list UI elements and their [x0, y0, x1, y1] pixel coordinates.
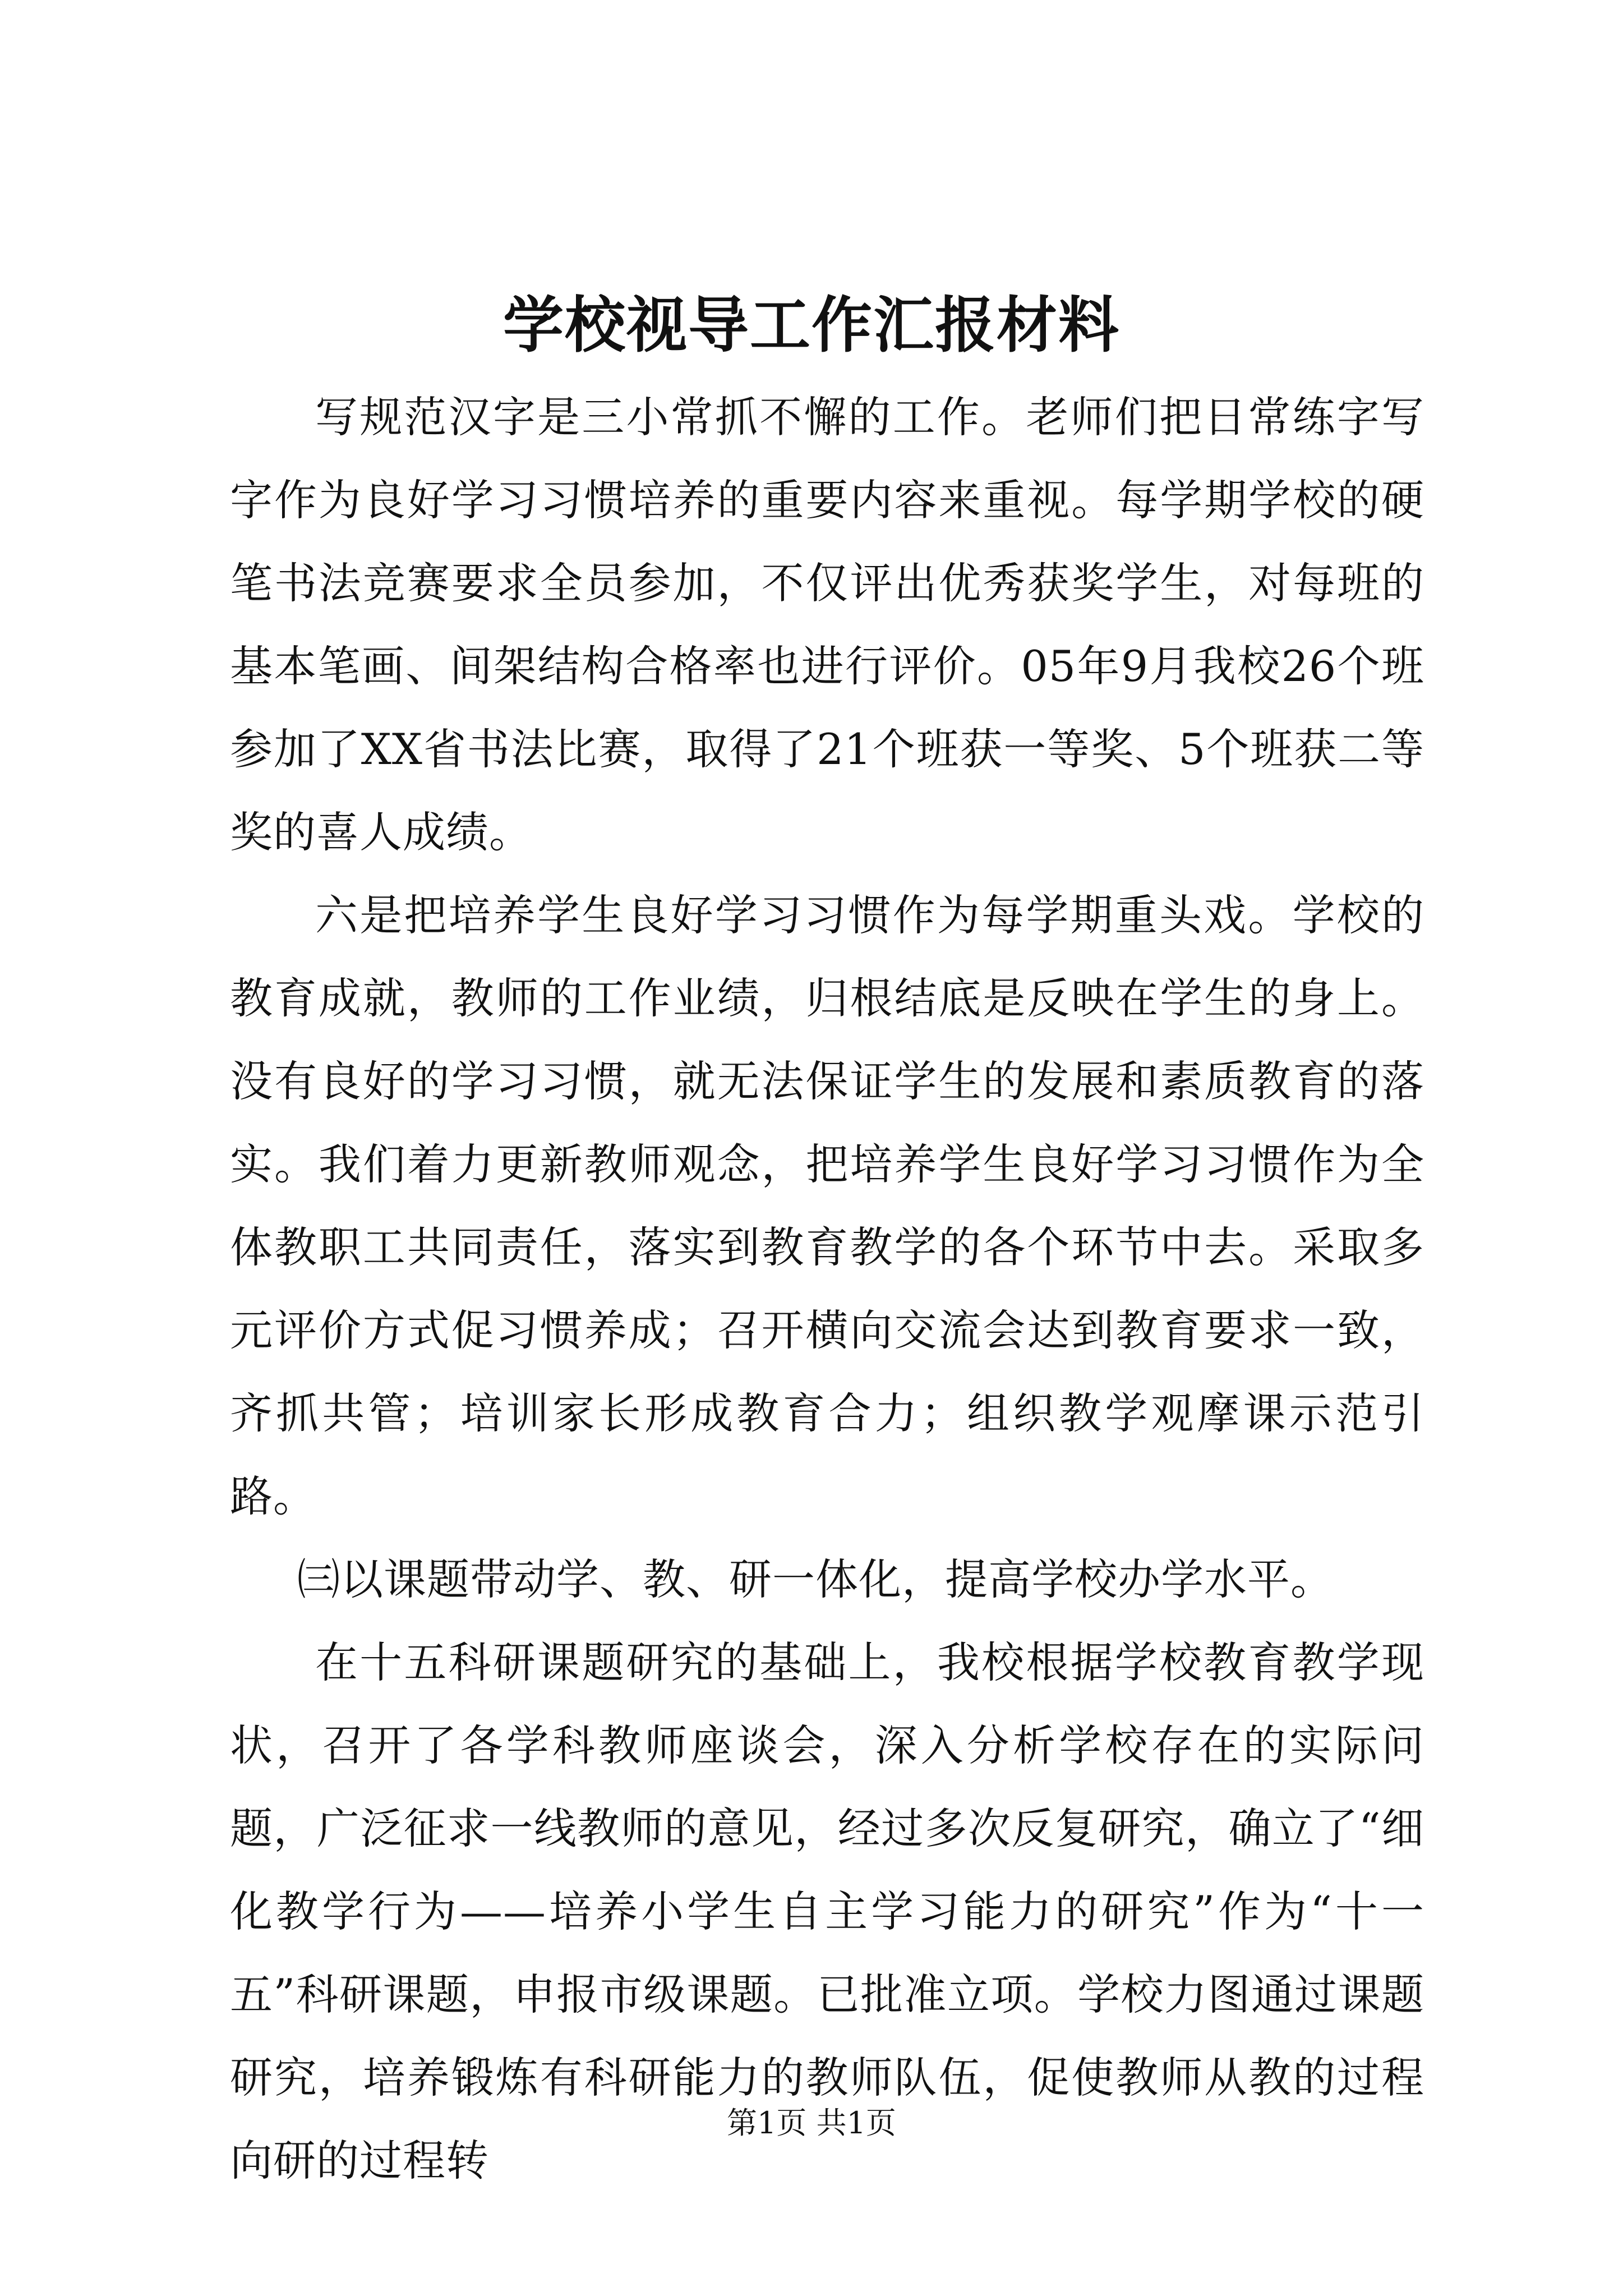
- paragraph-study-habits: 六是把培养学生良好学习习惯作为每学期重头戏。学校的教育成就，教师的工作业绩，归根结底是反映在学生的身上。没有良好的学习习惯，就无法保证学生的发展和素质教育的落实。我们着力更新教师观念，把培养学生良好学习习惯作为全体教职工共同责任，落实到教育教学的各个环节中去。采取多元评价方式促习惯养成；召开横向交流会达到教育要求一致，齐抓共管；培训家长形成教育合力；组织教学观摩课示范引路。: [230, 890, 1424, 1521]
- section-heading-research: ㈢以课题带动学、教、研一体化，提高学校办学水平。: [297, 1554, 1334, 1604]
- page-footer: 第1页 共1页: [727, 2105, 896, 2141]
- paragraph-calligraphy: 写规范汉字是三小常抓不懈的工作。老师们把日常练字写字作为良好学习习惯培养的重要内容来重视。每学期学校的硬笔书法竞赛要求全员参加，不仅评出优秀获奖学生，对每班的基本笔画、间架结构合格率也进行评价。05年9月我校26个班参加了XX省书法比赛，取得了21个班获一等奖、5个班获二等奖的喜人成绩。: [230, 392, 1424, 857]
- document-title: 学校视导工作汇报材料: [502, 290, 1120, 361]
- document-body: [230, 376, 1424, 2202]
- paragraph-research-topic: 在十五科研课题研究的基础上，我校根据学校教育教学现状，召开了各学科教师座谈会，深入分析学校存在的实际问题，广泛征求一线教师的意见，经过多次反复研究，确立了“细化教学行为——培养小学生自主学习能力的研究”作为“十一五”科研课题，申报市级课题。已批准立项。学校力图通过课题研究，培养锻炼有科研能力的教师队伍，促使教师从教的过程向研的过程转: [230, 1637, 1424, 2185]
